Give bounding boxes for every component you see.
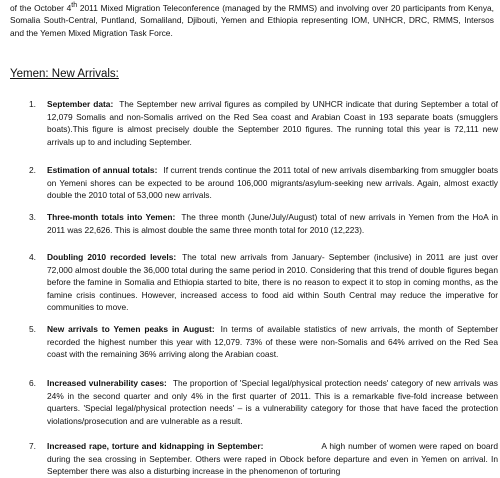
- heading-country: Yemen: [10, 68, 46, 80]
- item-title: Estimation of annual totals:: [47, 165, 158, 175]
- section-heading: [10, 68, 119, 80]
- item-number: 7.: [29, 441, 36, 451]
- item-number: 6.: [29, 378, 36, 388]
- item-number: 3.: [29, 212, 36, 222]
- heading-rest: : New Arrivals:: [45, 68, 119, 80]
- item-text: The September new arrival figures as compiled by UNHCR indicate that during September a total of 12,079 Somalis and non-Somalis arrived on the Red Sea coast and Arabian Coast in 193 separate boats (smugglers boats).This figure is almost precisely double the September 2010 figures. The running total this year is 72,111 new arrivals up to and including September.: [47, 99, 498, 147]
- intro-text-start: of the October 4: [10, 2, 72, 13]
- item-body: [47, 377, 498, 427]
- item-text: A high number of women were raped on board during the sea crossing in September. Others were raped in Obock before departure and even in Yemen on arrival. In September there was also a disturbing increase in the phenomenon of torturing: [47, 441, 498, 477]
- item-title: Three-month totals into Yemen:: [47, 212, 176, 222]
- item-number: 5.: [29, 324, 36, 334]
- item-body: [47, 440, 498, 478]
- intro-text-rest: 2011 Mixed Migration Teleconference (managed by the RMMS) and involving over 20 participants from Kenya, Somalia South-Central, Puntland, Somaliland, Djibouti, Yemen and Ethiopia representing IOM, UNHCR, DRC, RMMS, Intersos and the Yemen Mixed Migration Task Force.: [10, 2, 494, 38]
- item-title: Increased vulnerability cases:: [47, 378, 167, 388]
- item-text: The proportion of 'Special legal/physical protection needs' category of new arrivals was 24% in the second quarter and only 4% in the first quarter of 2011. This is a remarkable five-fold increase between quarters. 'Special legal/physical protection needs' – is a vulnerability category for those that have faced the protection violations/prosecution and are vulnerable as a result.: [47, 378, 498, 426]
- item-title: New arrivals to Yemen peaks in August:: [47, 324, 215, 334]
- item-text: In terms of available statistics of new arrivals, the month of September recorded the highest number this year with 12,079. 73% of these were non-Somalis and 64% arrived on the Red Sea coast with the remaining 36% arriving along the Arabian coast.: [47, 324, 498, 360]
- item-number: 4.: [29, 252, 36, 262]
- item-body: [47, 164, 498, 202]
- item-title: Increased rape, torture and kidnapping in September:: [47, 441, 264, 451]
- item-body: [47, 251, 498, 314]
- item-text: The total new arrivals from January- September (inclusive) in 2011 are just over 72,000 almost double the 36,000 total during the same period in 2010. Considering that this trend of double figures began before the famine in Somalia and Ethiopia started to bite, there is no reason to expect it to stop in coming months, as the famine crisis continues. However, increased access to food aid within South Central may reduce the imperative for communities to move.: [47, 252, 498, 313]
- item-number: 1.: [29, 99, 36, 109]
- intro-paragraph: [10, 0, 494, 39]
- item-title: September data:: [47, 99, 114, 109]
- item-text: If current trends continue the 2011 total of new arrivals disembarking from smuggler boats on Yemeni shores can be expected to be around 106,000 migrants/asylum-seeking new arrivals. Again, almost exactly double the 2010 total of 53,000 new arrivals.: [47, 165, 499, 201]
- item-text: The three month (June/July/August) total of new arrivals in Yemen from the HoA in 2011 was 22,626. This is almost double the same three month total for 2010 (12,223).: [47, 212, 498, 235]
- intro-superscript: th: [71, 2, 78, 9]
- item-body: [47, 98, 498, 148]
- item-body: [47, 323, 498, 361]
- item-number: 2.: [29, 165, 36, 175]
- item-body: [47, 211, 498, 236]
- item-title: Doubling 2010 recorded levels:: [47, 252, 177, 262]
